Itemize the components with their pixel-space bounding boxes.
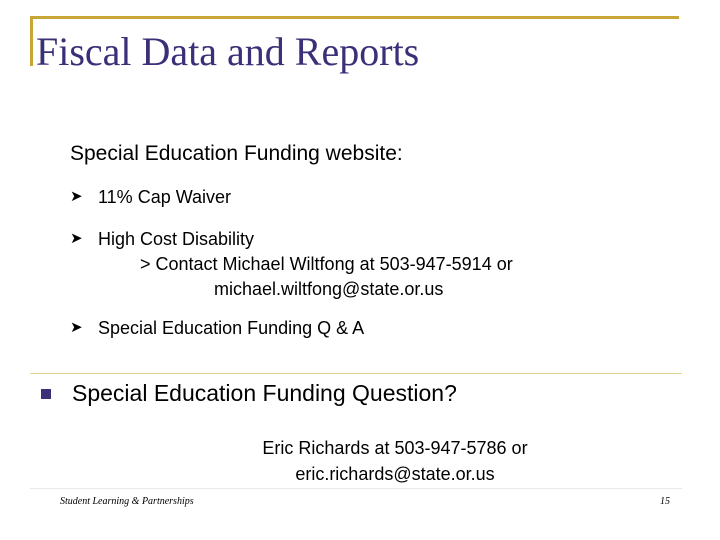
arrowhead-bullet-icon: ➤: [70, 188, 83, 205]
title-accent-bar-left: [30, 16, 33, 66]
footer-organization: Student Learning & Partnerships: [60, 496, 194, 507]
list-item-label: Special Education Funding Q & A: [98, 318, 365, 338]
arrowhead-bullet-icon: ➤: [70, 319, 83, 336]
list-item-label: 11% Cap Waiver: [98, 187, 232, 207]
page-title: Fiscal Data and Reports: [36, 29, 420, 74]
contact-email-michael: michael.wiltfong@state.or.us: [214, 279, 444, 299]
section-heading: Special Education Funding website:: [70, 142, 403, 165]
contact-line-michael: > Contact Michael Wiltfong at 503-947-5914 or: [140, 254, 513, 274]
arrowhead-bullet-icon: ➤: [70, 230, 83, 247]
list-item-label: High Cost Disability: [98, 229, 255, 249]
contact-line-eric: Eric Richards at 503-947-5786 or: [262, 438, 528, 458]
footer-divider: [30, 488, 682, 489]
section-divider: [30, 373, 682, 374]
question-heading: Special Education Funding Question?: [72, 380, 457, 406]
contact-email-eric: eric.richards@state.or.us: [295, 464, 495, 484]
title-accent-bar-top: [30, 16, 679, 19]
square-bullet-icon: [41, 389, 51, 399]
page-number: 15: [660, 496, 670, 507]
